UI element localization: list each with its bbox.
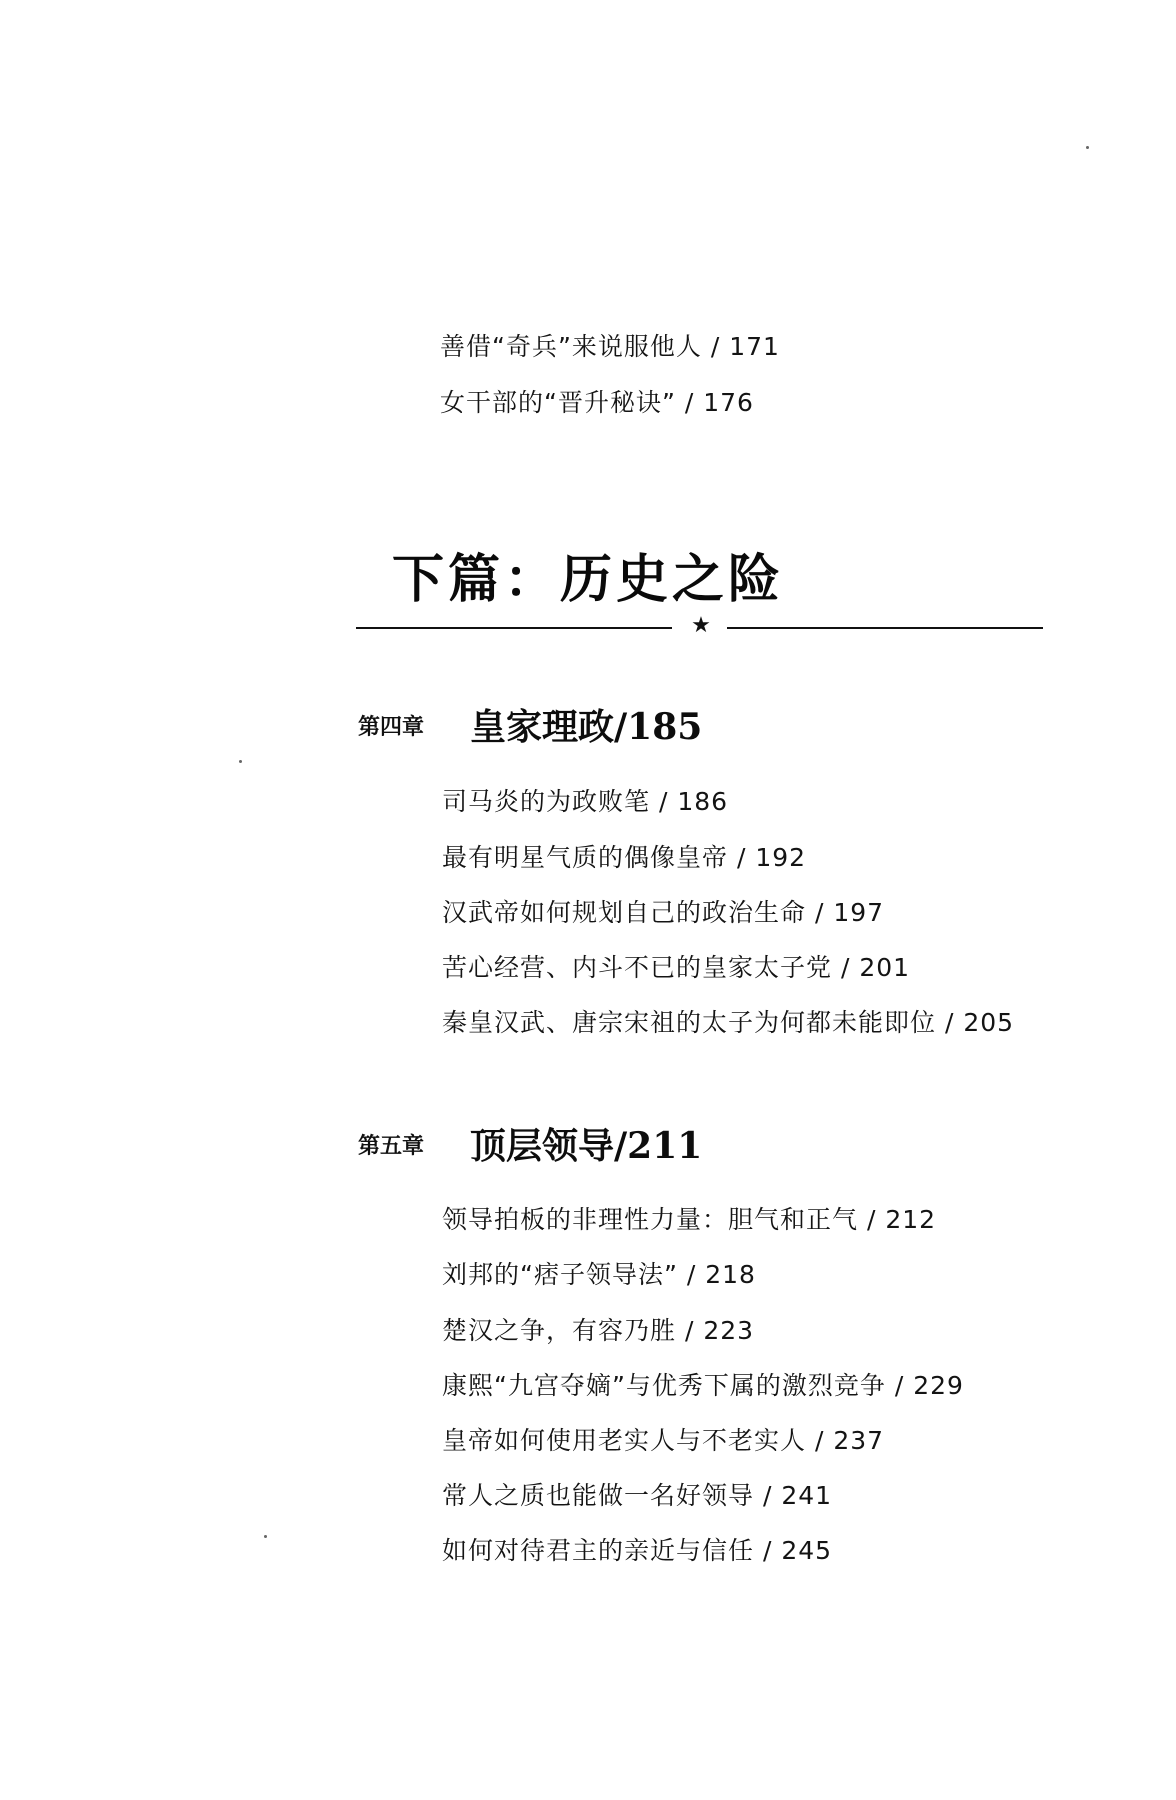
toc-entry: 汉武帝如何规划自己的政治生命 / 197	[442, 898, 885, 927]
part-title: 下篇：历史之险	[391, 549, 784, 610]
scan-speck	[264, 1535, 267, 1538]
chapter-title: 皇家理政/185	[470, 706, 703, 748]
toc-entry: 女干部的“晋升秘诀” / 176	[440, 388, 754, 417]
toc-entry: 常人之质也能做一名好领导 / 241	[442, 1481, 833, 1510]
toc-entry: 领导拍板的非理性力量：胆气和正气 / 212	[442, 1205, 937, 1234]
toc-entry: 司马炎的为政败笔 / 186	[442, 787, 729, 816]
chapter-title: 顶层领导/211	[470, 1125, 703, 1167]
chapter-label: 第五章	[358, 1134, 425, 1159]
toc-entry: 善借“奇兵”来说服他人 / 171	[440, 332, 780, 361]
scan-speck	[1086, 146, 1089, 149]
toc-entry: 如何对待君主的亲近与信任 / 245	[442, 1536, 833, 1565]
toc-entry: 苦心经营、内斗不已的皇家太子党 / 201	[442, 953, 911, 982]
toc-entry: 秦皇汉武、唐宗宋祖的太子为何都未能即位 / 205	[442, 1008, 1015, 1037]
toc-entry: 最有明星气质的偶像皇帝 / 192	[442, 843, 807, 872]
divider-right	[727, 627, 1043, 629]
divider-left	[356, 627, 672, 629]
star-icon: ★	[691, 613, 711, 638]
chapter-label: 第四章	[358, 715, 425, 740]
toc-entry: 刘邦的“痞子领导法” / 218	[442, 1260, 756, 1289]
scan-speck	[239, 760, 242, 763]
toc-entry: 楚汉之争，有容乃胜 / 223	[442, 1316, 755, 1345]
toc-entry: 康熙“九宫夺嫡”与优秀下属的激烈竞争 / 229	[442, 1371, 964, 1400]
toc-entry: 皇帝如何使用老实人与不老实人 / 237	[442, 1426, 885, 1455]
